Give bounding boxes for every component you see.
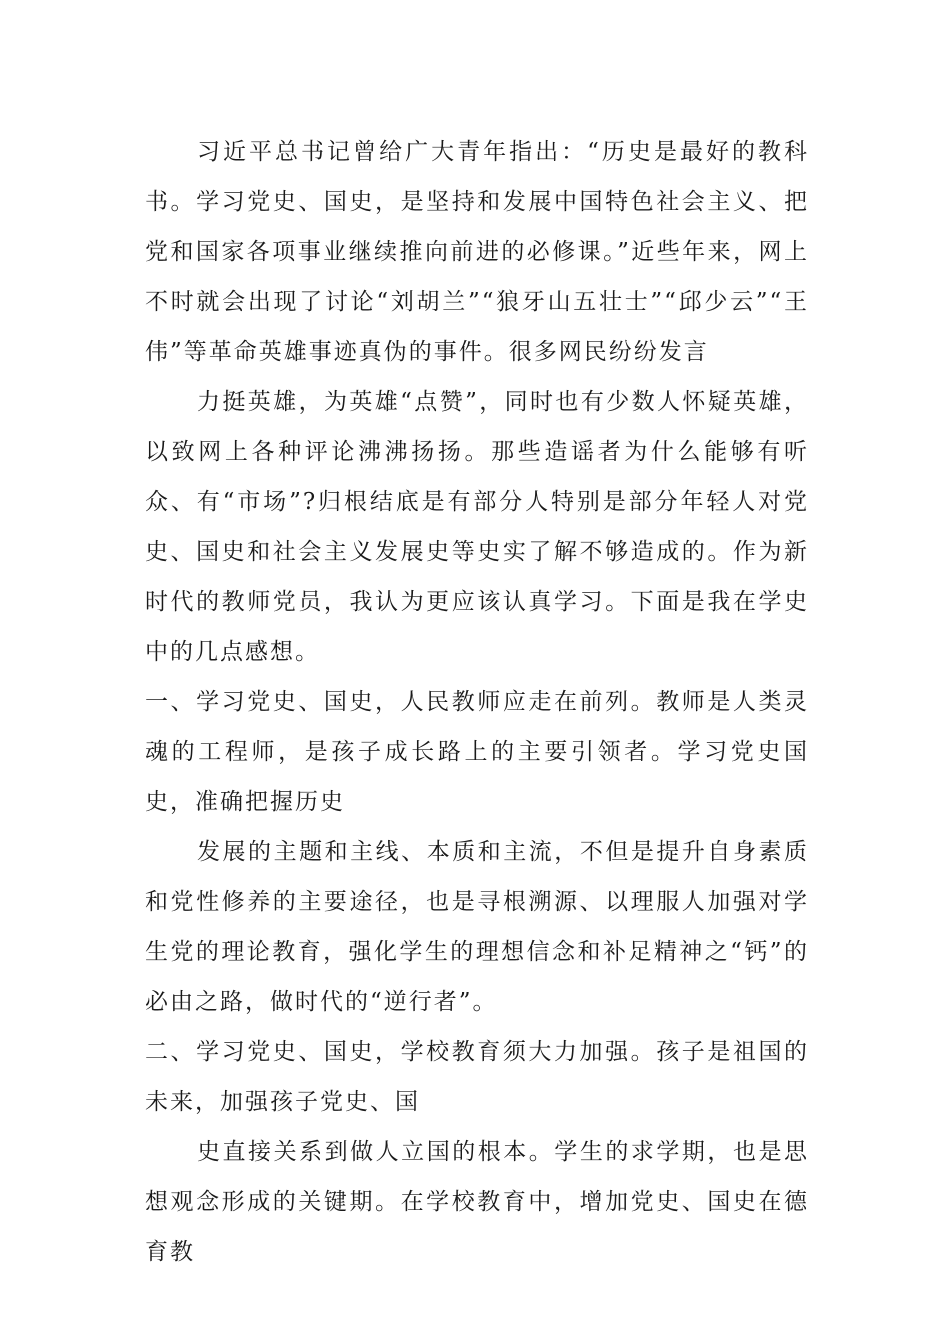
document-body: [145, 127, 809, 1277]
paragraph-4: 发展的主题和主线、本质和主流，不但是提升自身素质和党性修养的主要途径，也是寻根溯源、以理服人加强对学生党的理论教育，强化学生的理想信念和补足精神之“钙”的必由之路，做时代的“逆行者”。: [145, 839, 809, 1015]
paragraph-6: 史直接关系到做人立国的根本。学生的求学期，也是思想观念形成的关键期。在学校教育中，增加党史、国史在德育教: [145, 1139, 809, 1265]
paragraph-2: 力挺英雄，为英雄“点赞”，同时也有少数人怀疑英雄，以致网上各种评论沸沸扬扬。那些造谣者为什么能够有听众、有“市场”?归根结底是有部分人特别是部分年轻人对党史、国史和社会主义发展史等史实了解不够造成的。作为新时代的教师党员，我认为更应该认真学习。下面是我在学史中的几点感想。: [145, 389, 809, 665]
paragraph-5: 二、学习党史、国史，学校教育须大力加强。孩子是祖国的未来，加强孩子党史、国: [145, 1039, 809, 1115]
paragraph-3: 一、学习党史、国史，人民教师应走在前列。教师是人类灵魂的工程师，是孩子成长路上的主要引领者。学习党史国史，准确把握历史: [145, 689, 809, 815]
paragraph-1: 习近平总书记曾给广大青年指出：“历史是最好的教科书。学习党史、国史，是坚持和发展中国特色社会主义、把党和国家各项事业继续推向前进的必修课。”近些年来，网上不时就会出现了讨论“刘胡兰”“狼牙山五壮士”“邱少云”“王伟”等革命英雄事迹真伪的事件。很多网民纷纷发言: [145, 139, 809, 365]
